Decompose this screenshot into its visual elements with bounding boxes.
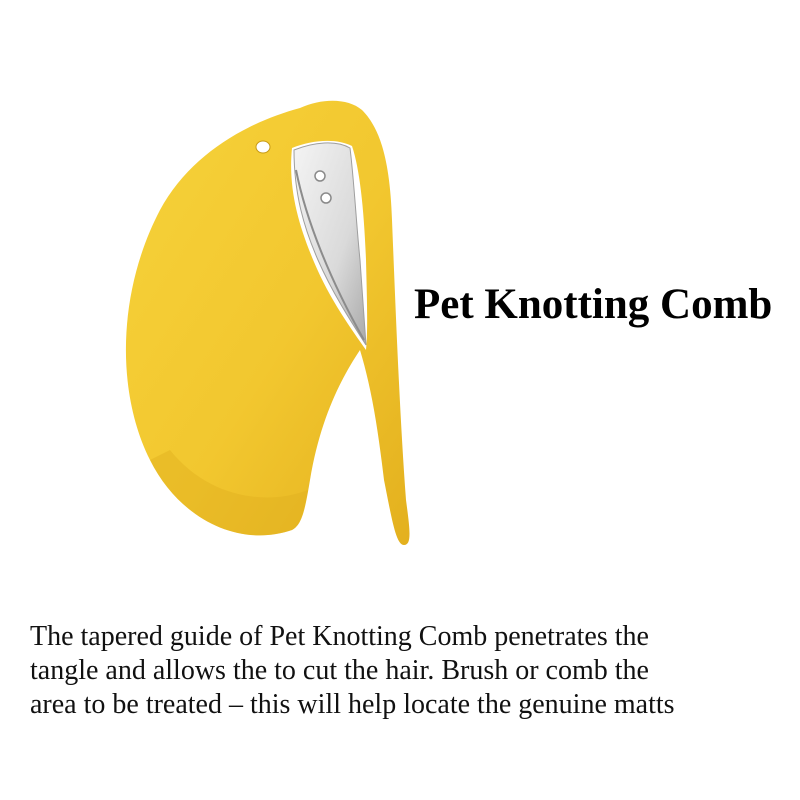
product-title: Pet Knotting Comb [414,281,773,328]
description-line-3: area to be treated – this will help locate the genuine matts [30,689,675,720]
hanging-hole [256,141,270,153]
product-description [30,620,790,722]
blade-rivet-bottom [321,193,331,203]
blade-rivet-top [315,171,325,181]
description-line-2: tangle and allows the to cut the hair. Brush or comb the [30,655,649,686]
description-line-1: The tapered guide of Pet Knotting Comb penetrates the [30,621,649,652]
